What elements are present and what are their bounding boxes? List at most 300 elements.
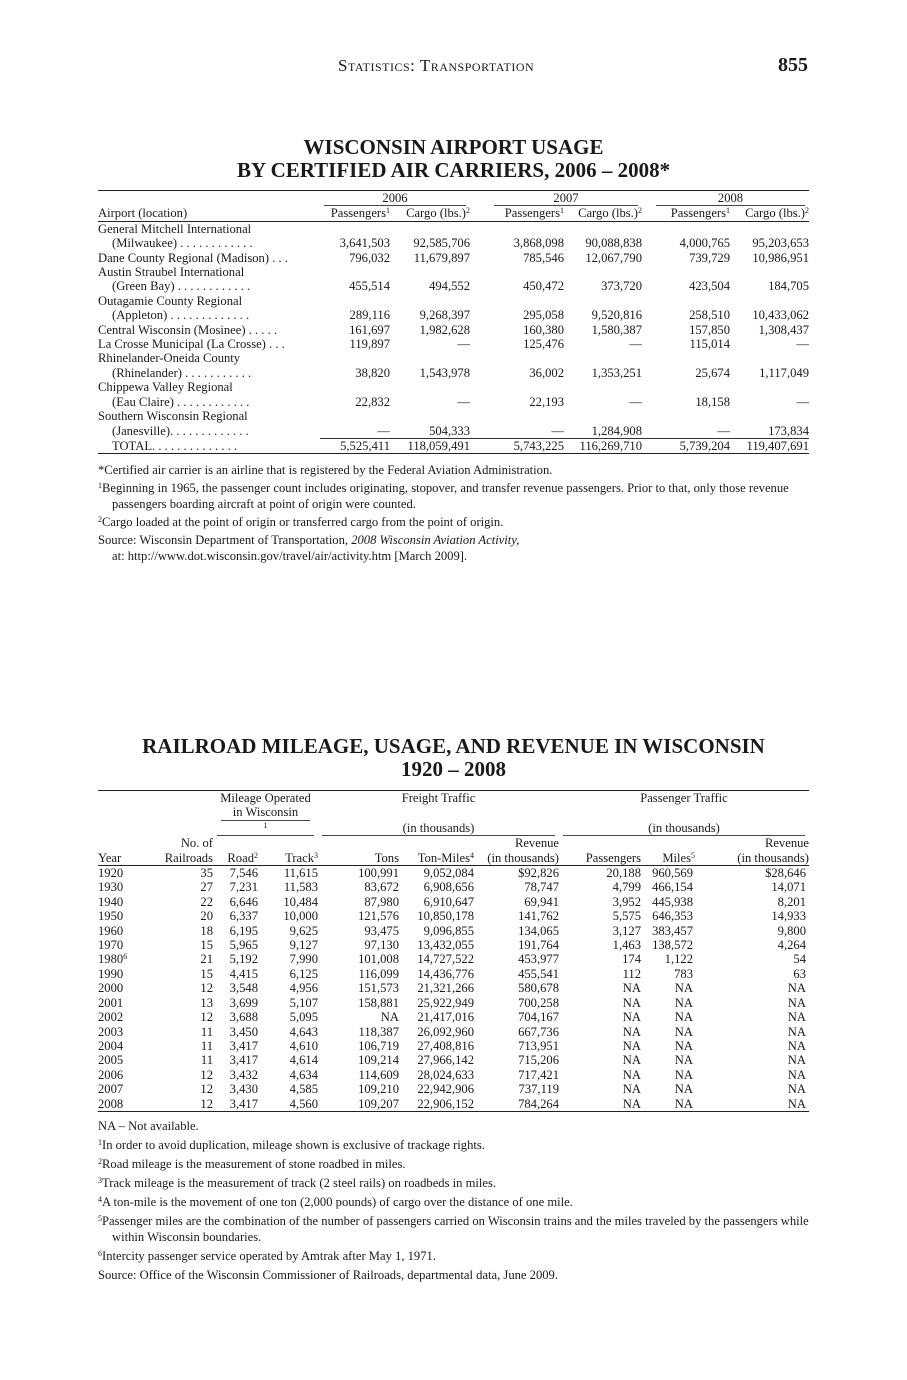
h-freight-revenue-units: (in thousands)	[487, 850, 559, 865]
col-passengers-2007: Passengers$^1$	[504, 206, 564, 221]
railroad-cell: NA	[674, 1024, 693, 1039]
airport-cell: 10,986,951	[752, 250, 809, 265]
railroad-cell: 6,908,656	[423, 880, 474, 895]
h-year: Year	[98, 850, 122, 865]
footnote-1: $^1$Beginning in 1965, the passenger count includes originating, stopover, and transfer revenue passengers. Prior to that, only those revenue passengers boarding aircraft at point of origin were counted.	[98, 481, 789, 512]
airport-cell: 160,380	[523, 322, 564, 337]
grp-mileage-line2: in Wisconsin $^1$	[213, 805, 318, 836]
airport-cell: 1,982,628	[419, 322, 470, 337]
col-passengers-2008: Passengers$^1$	[670, 206, 730, 221]
railroad-cell: 9,625	[289, 923, 318, 938]
railroad-cell: 106,719	[358, 1038, 399, 1053]
railroad-cell: NA	[622, 995, 641, 1010]
railroad-cell: 9,127	[289, 938, 318, 953]
railroad-table-body	[98, 866, 809, 1112]
railroad-cell: NA	[787, 1096, 806, 1111]
railroad-cell: NA	[674, 1067, 693, 1082]
railroad-cell: NA	[787, 1082, 806, 1097]
railroad-cell: 12	[200, 1082, 213, 1097]
railroad-cell: 3,417	[229, 1038, 258, 1053]
railroad-cell: 6,125	[289, 966, 318, 981]
railroad-cell: 18	[200, 923, 213, 938]
railroad-footnotes	[98, 1118, 809, 1283]
col-cargo-2007: Cargo $(lbs.)^2$	[578, 206, 642, 221]
railroad-cell: 12	[200, 1067, 213, 1082]
railroad-cell: 4,585	[289, 1082, 318, 1097]
airport-cell: 258,510	[689, 308, 730, 323]
grp-freight-line1: Freight Traffic	[401, 791, 476, 805]
airport-cell: 785,546	[523, 250, 564, 265]
h-passenger-revenue-units: (in thousands)	[737, 850, 809, 865]
railroad-cell: 27,966,142	[417, 1053, 474, 1068]
airport-cell: 10,433,062	[752, 308, 809, 323]
airport-name: Southern Wisconsin Regional	[98, 409, 248, 424]
railroad-cell: 158,881	[358, 995, 399, 1010]
airport-row	[98, 395, 809, 409]
railroad-cell: 3,127	[612, 923, 641, 938]
railroad-cell: NA	[674, 995, 693, 1010]
railroad-cell: 715,206	[518, 1053, 559, 1068]
railroad-cell: $28,646	[765, 866, 806, 881]
grp-freight-line2: (in thousands)	[318, 805, 559, 836]
airport-cell: 373,720	[601, 279, 642, 294]
railroad-year: 2007	[98, 1082, 124, 1097]
airport-title-line1: WISCONSIN AIRPORT USAGE	[303, 135, 604, 159]
airport-cell: 9,520,816	[591, 308, 642, 323]
railroad-cell: NA	[787, 995, 806, 1010]
railroad-cell: 7,546	[229, 866, 258, 881]
railroad-year: 1920	[98, 866, 124, 881]
airport-row	[98, 251, 809, 265]
railroad-cell: $92,826	[518, 866, 559, 881]
airport-cell: 1,543,978	[419, 365, 470, 380]
railroad-cell: 4,634	[289, 1067, 318, 1082]
railroad-cell: 118,387	[358, 1024, 399, 1039]
airport-cell: 157,850	[689, 322, 730, 337]
railroad-cell: 151,573	[358, 981, 399, 996]
railroad-cell: 109,207	[358, 1096, 399, 1111]
railroad-row	[98, 866, 809, 881]
railroad-cell: 25,922,949	[417, 995, 474, 1010]
airport-row	[98, 236, 809, 250]
railroad-cell: 12	[200, 1010, 213, 1025]
railroad-cell: NA	[674, 1038, 693, 1053]
railroad-cell: 3,450	[229, 1024, 258, 1039]
railroad-cell: NA	[622, 1067, 641, 1082]
airport-location: Central Wisconsin (Mosinee) . . . . .	[98, 322, 278, 337]
railroad-year: 2005	[98, 1053, 124, 1068]
railroad-cell: 3,688	[229, 1010, 258, 1025]
railroad-cell: 112	[622, 966, 641, 981]
airport-cell: 455,514	[349, 279, 390, 294]
airport-cell: —	[629, 394, 642, 409]
rail-source: Source: Office of the Wisconsin Commissioner of Railroads, departmental data, June 2009.	[98, 1267, 558, 1282]
railroad-cell: 78,747	[524, 880, 559, 895]
airport-cell: —	[796, 394, 809, 409]
railroad-cell: NA	[787, 1024, 806, 1039]
railroad-cell: 4,560	[289, 1096, 318, 1111]
railroad-cell: 54	[793, 952, 806, 967]
railroad-cell: NA	[622, 1096, 641, 1111]
railroad-cell: 14,727,522	[417, 952, 474, 967]
h-passengers: Passengers	[585, 850, 641, 865]
year-2006-header: 2006	[320, 191, 470, 207]
railroad-row	[98, 996, 809, 1010]
railroad-cell: 3,417	[229, 1053, 258, 1068]
rail-footnote-3: $^3$Track mileage is the measurement of track (2 steel rails) on roadbeds in miles.	[98, 1175, 497, 1190]
railroad-year: 2002	[98, 1010, 124, 1025]
railroad-cell: 445,938	[652, 894, 693, 909]
h-ton-miles: Ton-Miles$^4$	[417, 850, 474, 865]
railroad-cell: 11	[200, 1038, 213, 1053]
airport-name: Rhinelander-Oneida County	[98, 351, 241, 366]
railroad-cell: 5,192	[229, 952, 258, 967]
railroad-cell: 737,119	[518, 1082, 559, 1097]
railroad-cell: 21,321,266	[417, 981, 474, 996]
airport-cell: 12,067,790	[585, 250, 642, 265]
airport-column-row	[98, 206, 809, 221]
airport-cell: —	[629, 337, 642, 352]
railroad-row	[98, 952, 809, 966]
railroad-cell: 9,052,084	[423, 866, 474, 881]
airport-name-row	[98, 221, 809, 236]
railroad-row	[98, 1039, 809, 1053]
railroad-cell: 28,024,633	[417, 1067, 474, 1082]
airport-row	[98, 279, 809, 293]
railroad-cell: 93,475	[364, 923, 399, 938]
airport-row	[98, 323, 809, 337]
page-number: 855	[778, 54, 808, 76]
airport-total-cell: 5,739,204	[642, 438, 730, 453]
airport-cell: 161,697	[349, 322, 390, 337]
railroad-cell: 35	[200, 866, 213, 881]
railroad-cell: 14,933	[771, 909, 806, 924]
airport-cell: 3,868,098	[513, 236, 564, 251]
railroad-cell: NA	[787, 1067, 806, 1082]
airport-name-row	[98, 265, 809, 279]
railroad-row	[98, 895, 809, 909]
railroad-cell: 63	[793, 966, 806, 981]
railroad-cell: 5,095	[289, 1010, 318, 1025]
railroad-cell: 26,092,960	[417, 1024, 474, 1039]
railroad-row	[98, 1082, 809, 1096]
airport-cell: 115,014	[689, 337, 730, 352]
railroad-row	[98, 1068, 809, 1082]
railroad-cell: NA	[380, 1010, 399, 1025]
railroad-year: 1990	[98, 966, 124, 981]
airport-name: General Mitchell International	[98, 221, 252, 236]
rail-footnote-6: $^6$Intercity passenger service operated by Amtrak after May 1, 1971.	[98, 1248, 436, 1263]
airport-total-cell: 116,269,710	[564, 438, 642, 453]
col-passengers-2006: Passengers$^1$	[330, 206, 390, 221]
airport-cell: 22,832	[355, 394, 390, 409]
airport-cell: —	[717, 423, 730, 438]
h-railroads: Railroads	[164, 850, 213, 865]
airport-total-cell: 118,059,491	[390, 438, 470, 453]
airport-cell: 25,674	[695, 365, 730, 380]
railroad-cell: 3,548	[229, 981, 258, 996]
airport-total-cell: 5,743,225	[470, 438, 564, 453]
railroad-cell: 4,415	[229, 966, 258, 981]
railroad-year: 1930	[98, 880, 124, 895]
railroad-cell: NA	[674, 1053, 693, 1068]
airport-cell: —	[377, 423, 390, 438]
railroad-row	[98, 1010, 809, 1024]
railroad-cell: 466,154	[652, 880, 693, 895]
airport-location: La Crosse Municipal (La Crosse) . . .	[98, 337, 285, 352]
railroad-year: 2001	[98, 995, 124, 1010]
running-header	[0, 56, 907, 82]
col-cargo-2008: Cargo $(lbs.)^2$	[745, 206, 809, 221]
airport-cell: 4,000,765	[679, 236, 730, 251]
railroad-cell: 22,906,152	[417, 1096, 474, 1111]
railroad-cell: 960,569	[652, 866, 693, 881]
airport-cell: 11,679,897	[413, 250, 470, 265]
railroad-year: 2003	[98, 1024, 124, 1039]
airport-cell: 796,032	[349, 250, 390, 265]
airport-cell: 1,308,437	[758, 322, 809, 337]
railroad-cell: NA	[787, 1038, 806, 1053]
railroad-cell: 11	[200, 1053, 213, 1068]
airport-source: Source: Wisconsin Department of Transportation, 2008 Wisconsin Aviation Activity, at: http://www.dot.wisconsin.gov/travel/air/activity.htm [March 2009].	[98, 533, 520, 564]
railroad-cell: 717,421	[518, 1067, 559, 1082]
railroad-cell: 383,457	[652, 923, 693, 938]
railroad-cell: NA	[622, 1082, 641, 1097]
h-track: Track$^3$	[285, 850, 318, 865]
railroad-row	[98, 981, 809, 995]
railroad-cell: 27	[200, 880, 213, 895]
railroad-cell: 109,210	[358, 1082, 399, 1097]
railroad-cell: 116,099	[358, 966, 399, 981]
railroad-cell: 580,678	[518, 981, 559, 996]
railroad-row	[98, 1097, 809, 1112]
railroad-year: 1970	[98, 938, 124, 953]
railroad-cell: 667,736	[518, 1024, 559, 1039]
rail-footnote-4: $^4$A ton-mile is the movement of one ton (2,000 pounds) of cargo over the distance of one mile.	[98, 1194, 573, 1209]
railroad-cell: 10,484	[283, 894, 318, 909]
railroad-cell: 4,264	[777, 938, 806, 953]
railroad-cell: NA	[622, 1010, 641, 1025]
railroad-cell: 713,951	[518, 1038, 559, 1053]
airport-cell: 739,729	[689, 250, 730, 265]
year-2008-header: 2008	[642, 191, 809, 207]
railroad-header-row-1	[98, 836, 809, 850]
airport-cell: —	[457, 394, 470, 409]
railroad-section	[98, 735, 809, 1283]
h-miles: Miles$^5$	[662, 850, 695, 865]
airport-cell: 18,158	[695, 394, 730, 409]
railroad-cell: 12	[200, 1096, 213, 1111]
col-cargo-2006: Cargo $(lbs.)^2$	[406, 206, 470, 221]
airport-cell: 504,333	[429, 423, 470, 438]
airport-row	[98, 337, 809, 351]
railroad-cell: NA	[622, 1024, 641, 1039]
railroad-cell: 3,952	[612, 894, 641, 909]
railroad-cell: 22,942,906	[417, 1082, 474, 1097]
railroad-cell: 10,000	[283, 909, 318, 924]
airport-usage-table	[98, 190, 809, 454]
railroad-cell: NA	[674, 1096, 693, 1111]
airport-cell: 125,476	[523, 337, 564, 352]
h-no-of: No. of	[180, 836, 213, 851]
airport-cell: 92,585,706	[413, 236, 470, 251]
railroad-cell: 704,167	[518, 1010, 559, 1025]
railroad-cell: 15	[200, 938, 213, 953]
railroad-cell: 15	[200, 966, 213, 981]
railroad-cell: 3,417	[229, 1096, 258, 1111]
airport-cell: —	[796, 337, 809, 352]
railroad-cell: 14,071	[771, 880, 806, 895]
railroad-cell: 5,107	[289, 995, 318, 1010]
footnote-2: $^2$Cargo loaded at the point of origin or transferred cargo from the point of origin.	[98, 515, 504, 530]
railroad-row	[98, 924, 809, 938]
railroad-cell: 1,122	[664, 952, 693, 967]
railroad-cell: 3,699	[229, 995, 258, 1010]
airport-location: (Rhinelander) . . . . . . . . . . .	[112, 365, 252, 380]
railroad-cell: 6,337	[229, 909, 258, 924]
railroad-cell: 6,195	[229, 923, 258, 938]
railroad-cell: 83,672	[364, 880, 399, 895]
railroad-cell: 13	[200, 995, 213, 1010]
railroad-cell: 7,231	[229, 880, 258, 895]
railroad-cell: NA	[674, 981, 693, 996]
airport-total-row	[98, 438, 809, 453]
airport-total-label: TOTAL. . . . . . . . . . . . . .	[112, 438, 238, 453]
airport-cell: 95,203,653	[752, 236, 809, 251]
airport-cell: 38,820	[355, 365, 390, 380]
railroad-cell: 3,430	[229, 1082, 258, 1097]
rail-footnote-1: $^1$In order to avoid duplication, mileage shown is exclusive of trackage rights.	[98, 1137, 485, 1152]
railroad-cell: 453,977	[518, 952, 559, 967]
airport-cell: —	[551, 423, 564, 438]
airport-cell: 3,641,503	[339, 236, 390, 251]
railroad-title-line2: 1920 – 2008	[401, 757, 506, 781]
railroad-header-row-2	[98, 851, 809, 866]
airport-table-head	[98, 191, 809, 222]
railroad-cell: NA	[622, 1053, 641, 1068]
railroad-cell: NA	[787, 981, 806, 996]
railroad-cell: 87,980	[364, 894, 399, 909]
railroad-cell: 646,353	[652, 909, 693, 924]
airport-footnotes	[98, 462, 809, 564]
airport-total-cell: 119,407,691	[730, 438, 809, 453]
railroad-cell: 10,850,178	[417, 909, 474, 924]
railroad-cell: 191,764	[518, 938, 559, 953]
h-tons: Tons	[374, 850, 399, 865]
airport-cell: 494,552	[429, 279, 470, 294]
railroad-row	[98, 1025, 809, 1039]
col-airport-location: Airport (location)	[98, 206, 188, 221]
railroad-cell: 27,408,816	[417, 1038, 474, 1053]
railroad-row	[98, 909, 809, 923]
railroad-cell: 9,800	[777, 923, 806, 938]
railroad-cell: NA	[787, 1010, 806, 1025]
railroad-cell: 114,609	[358, 1067, 399, 1082]
railroad-cell: 4,799	[612, 880, 641, 895]
railroad-title-line1: RAILROAD MILEAGE, USAGE, AND REVENUE IN WISCONSIN	[142, 734, 765, 758]
airport-name: Outagamie County Regional	[98, 293, 243, 308]
airport-cell: 119,897	[349, 337, 390, 352]
airport-name-row	[98, 351, 809, 365]
railroad-cell: 1,463	[612, 938, 641, 953]
airport-location: (Milwaukee) . . . . . . . . . . . .	[112, 236, 253, 251]
airport-cell: 295,058	[523, 308, 564, 323]
railroad-table-title	[98, 735, 809, 781]
railroad-cell: 121,576	[358, 909, 399, 924]
airport-usage-section	[98, 136, 809, 564]
airport-cell: 184,705	[768, 279, 809, 294]
airport-name-row	[98, 294, 809, 308]
airport-year-row	[98, 191, 809, 207]
footnote-star: *Certified air carrier is an airline that is registered by the Federal Aviation Administration.	[98, 463, 553, 478]
railroad-table-head	[98, 791, 809, 866]
airport-name-row	[98, 380, 809, 394]
railroad-row	[98, 880, 809, 894]
airport-cell: 36,002	[529, 365, 564, 380]
railroad-cell: 11	[200, 1024, 213, 1039]
railroad-cell: 4,643	[289, 1024, 318, 1039]
railroad-row	[98, 938, 809, 952]
railroad-cell: 4,614	[289, 1053, 318, 1068]
airport-row	[98, 308, 809, 322]
railroad-cell: 5,575	[612, 909, 641, 924]
railroad-cell: 174	[622, 952, 641, 967]
railroad-group-row-2	[98, 805, 809, 836]
h-passenger-revenue: Revenue	[764, 836, 809, 851]
airport-table-title	[98, 136, 809, 182]
railroad-cell: 3,432	[229, 1067, 258, 1082]
railroad-cell: 6,910,647	[423, 894, 474, 909]
railroad-cell: 700,258	[518, 995, 559, 1010]
railroad-cell: 455,541	[518, 966, 559, 981]
airport-cell: 173,834	[768, 423, 809, 438]
railroad-cell: 20	[200, 909, 213, 924]
railroad-cell: 141,762	[518, 909, 559, 924]
railroad-cell: 20,188	[606, 866, 641, 881]
grp-passenger-line1: Passenger Traffic	[640, 791, 728, 805]
airport-cell: 423,504	[689, 279, 730, 294]
railroad-group-row-1	[98, 791, 809, 806]
airport-cell: 1,284,908	[591, 423, 642, 438]
railroad-year: 2008	[98, 1096, 124, 1111]
railroad-cell: 11,583	[283, 880, 318, 895]
railroad-cell: 138,572	[652, 938, 693, 953]
airport-cell: 9,268,397	[419, 308, 470, 323]
airport-location: (Janesville). . . . . . . . . . . . .	[112, 424, 249, 438]
railroad-cell: 5,965	[229, 938, 258, 953]
h-freight-revenue: Revenue	[514, 836, 559, 851]
railroad-cell: 69,941	[524, 894, 559, 909]
railroad-cell: 13,432,055	[417, 938, 474, 953]
rail-footnote-2: $^2$Road mileage is the measurement of stone roadbed in miles.	[98, 1156, 406, 1171]
airport-total-cell: 5,525,411	[320, 438, 390, 453]
railroad-cell: 9,096,855	[423, 923, 474, 938]
airport-location: Dane County Regional (Madison) . . .	[98, 250, 288, 265]
airport-cell: 1,580,387	[591, 322, 642, 337]
railroad-cell: 12	[200, 981, 213, 996]
railroad-cell: NA	[787, 1053, 806, 1068]
railroad-cell: 134,065	[518, 923, 559, 938]
railroad-cell: NA	[622, 981, 641, 996]
airport-name: Chippewa Valley Regional	[98, 380, 233, 395]
railroad-year: 1980$^6$	[98, 952, 128, 967]
railroad-cell: 22	[200, 894, 213, 909]
year-2007-header: 2007	[470, 191, 642, 207]
railroad-table	[98, 790, 809, 1112]
airport-cell: 1,353,251	[591, 365, 642, 380]
railroad-cell: 97,130	[364, 938, 399, 953]
railroad-cell: 8,201	[777, 894, 806, 909]
